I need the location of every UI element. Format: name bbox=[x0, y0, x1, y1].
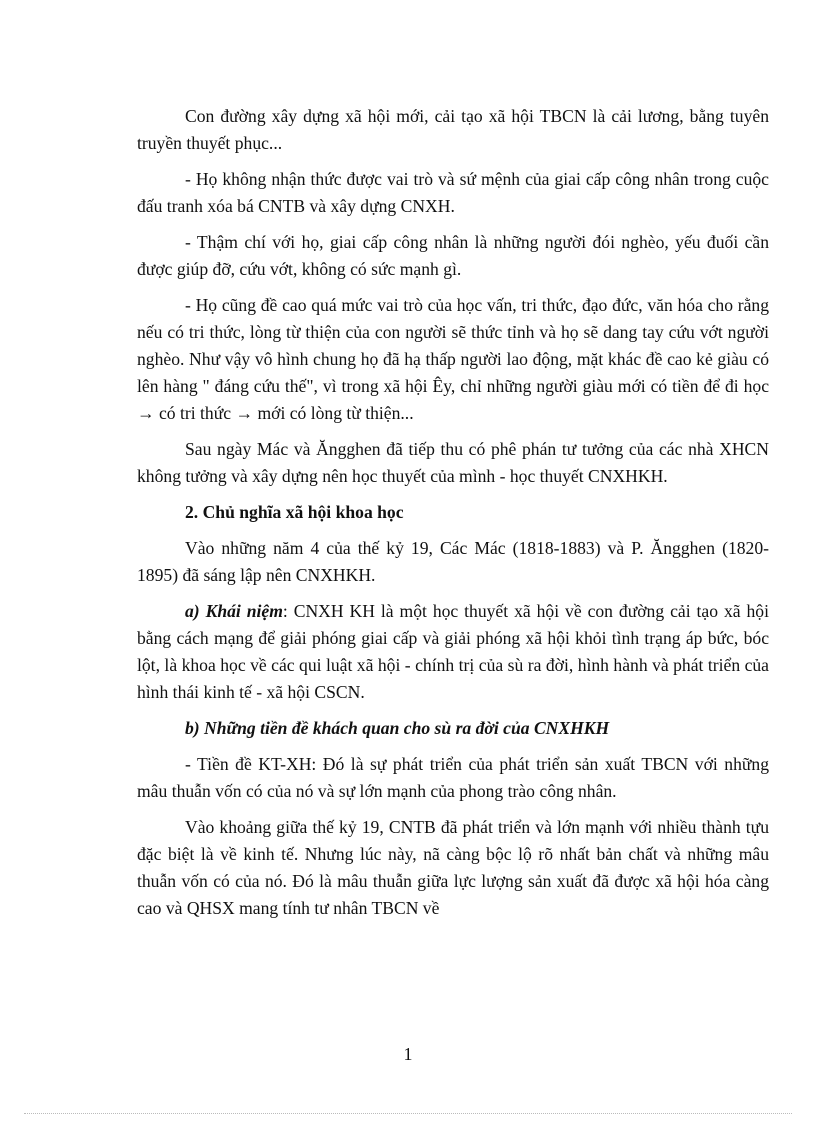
concept-label: a) Khái niệm bbox=[185, 601, 283, 621]
paragraph-concept bbox=[137, 598, 769, 706]
footer-divider bbox=[24, 1113, 792, 1114]
section-heading-scientific-socialism: 2. Chủ nghĩa xã hội khoa học bbox=[185, 502, 404, 522]
paragraph-marx-engels: Sau ngày Mác và Ăngghen đã tiếp thu có phê phán tư tưởng của các nhà XHCN không tưởng và xây dựng nên học thuyết của mình - học thuyết CNXHKH. bbox=[137, 439, 769, 486]
page-number: 1 bbox=[403, 1044, 413, 1064]
paragraph-founding: Vào những năm 4 của thế kỷ 19, Các Mác (1818-1883) và P. Ăngghen (1820-1895) đã sáng lập nên CNXHKH. bbox=[137, 538, 769, 585]
paragraph-economic-premise: - Tiền đề KT-XH: Đó là sự phát triển của phát triển sản xuất TBCN với những mâu thuẫn vốn có của nó và sự lớn mạnh của phong trào công nhân. bbox=[137, 754, 769, 801]
paragraph-mid-19th-century: Vào khoảng giữa thế kỷ 19, CNTB đã phát triển và lớn mạnh với nhiều thành tựu đặc biệt là về kinh tế. Nhưng lúc này, nã càng bộc lộ rõ nhất bản chất và những mâu thuẫn vốn có của nó. Đó là mâu thuẫn giữa lực lượng sản xuất đã được xã hội hóa càng cao và QHSX mang tính tư nhân TBCN về bbox=[137, 817, 769, 918]
paragraph-reform-path: Con đường xây dựng xã hội mới, cải tạo xã hội TBCN là cải lương, bằng tuyên truyền thuyết phục... bbox=[137, 106, 769, 153]
paragraph-education-values: - Họ cũng đề cao quá mức vai trò của học vấn, tri thức, đạo đức, văn hóa cho rằng nếu có tri thức, lòng từ thiện của con người sẽ thức tỉnh và họ sẽ dang tay cứu vớt người nghèo. Như vậy vô hình chung họ đã hạ thấp người lao động, mặt khác đề cao kẻ giàu có lên hàng " đáng cứu thế", vì trong xã hội Êy, chỉ những người giàu mới có tiền để đi học → có tri thức → mới có lòng từ thiện... bbox=[137, 295, 769, 423]
paragraph-no-awareness: - Họ không nhận thức được vai trò và sứ mệnh của giai cấp công nhân trong cuộc đấu tranh xóa bá CNTB và xây dựng CNXH. bbox=[137, 169, 769, 216]
subheading-premises: b) Những tiền đề khách quan cho sù ra đời của CNXHKH bbox=[185, 718, 610, 738]
body-text bbox=[137, 103, 769, 931]
paragraph-workers-poor: - Thậm chí với họ, giai cấp công nhân là những người đói nghèo, yếu đuối cần được giúp đỡ, cứu vớt, không có sức mạnh gì. bbox=[137, 232, 769, 279]
concept-text: : CNXH KH là một học thuyết xã hội về con đường cải tạo xã hội bằng cách mạng để giải phóng giai cấp và giải phóng xã hội khỏi tình trạng áp bức, bóc lột, là khoa học về các qui luật xã hội - chính trị của sù ra đời, hình hành và phát triển của hình thái kinh tế - xã hội CSCN. bbox=[137, 601, 769, 702]
